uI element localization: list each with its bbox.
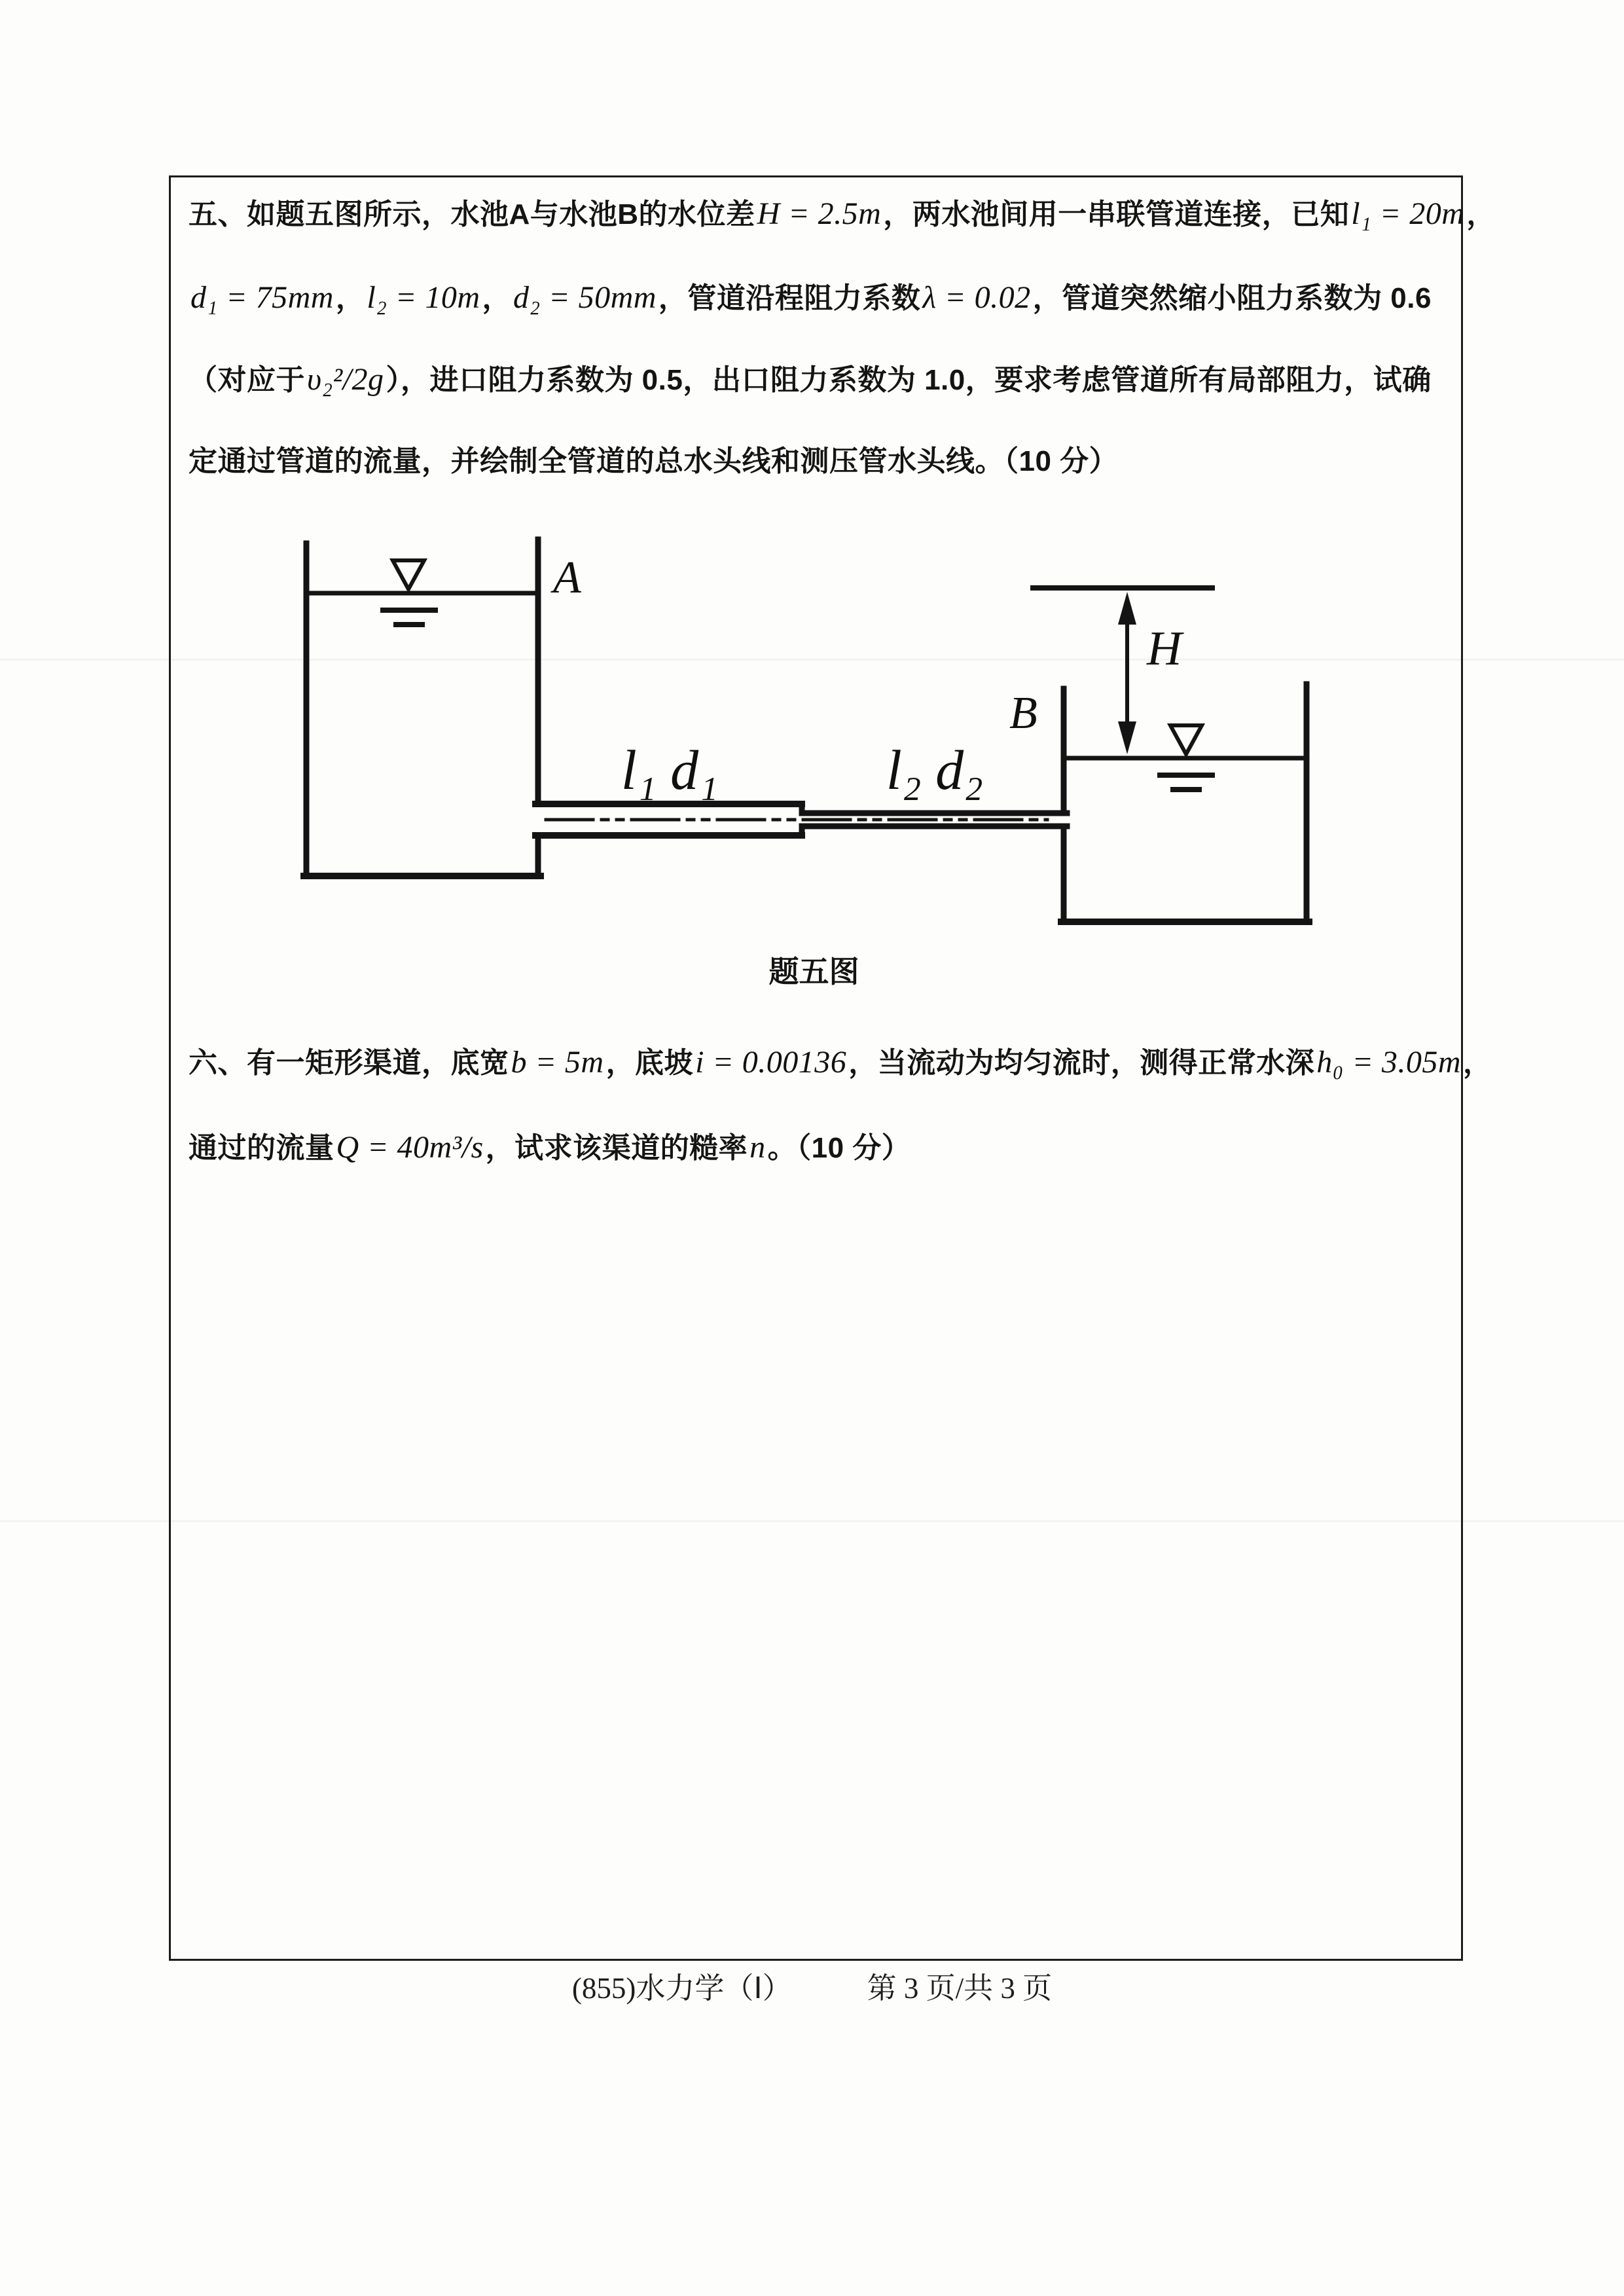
tank-b bbox=[1061, 684, 1309, 922]
footer-course-title: (855)水力学（Ⅰ） bbox=[571, 1972, 792, 2005]
math-segment: h₀ = 3.05m bbox=[1316, 1045, 1462, 1080]
problem5-line-2 bbox=[189, 278, 1439, 319]
footer-page-number: 第 3 页/共 3 页 bbox=[867, 1972, 1053, 2005]
text-segment: 。（10 分） bbox=[767, 1132, 911, 1164]
tank-a-label: A bbox=[553, 553, 581, 603]
text-segment: ，当流动为均匀流时，测得正常水深 bbox=[848, 1047, 1315, 1079]
math-segment: i = 0.00136 bbox=[695, 1045, 847, 1080]
math-segment: H = 2.5m bbox=[757, 196, 882, 231]
problem6-line-1 bbox=[189, 1042, 1492, 1084]
problem5-line-3 bbox=[189, 359, 1439, 401]
text-segment: ，管道突然缩小阻力系数为 0.6 bbox=[1032, 282, 1432, 314]
text-segment: ，管道沿程阻力系数 bbox=[658, 282, 921, 314]
text-segment: ，两水池间用一串联管道连接，已知 bbox=[883, 198, 1350, 230]
math-segment: n bbox=[749, 1130, 766, 1165]
problem5-line-1 bbox=[189, 194, 1496, 235]
problem5-figure bbox=[281, 517, 1342, 949]
text-segment: 通过的流量 bbox=[189, 1132, 334, 1164]
text-segment: 六、有一矩形渠道，底宽 bbox=[189, 1047, 509, 1079]
math-segment: λ = 0.02 bbox=[922, 280, 1031, 315]
math-segment: l₁ = 20m bbox=[1351, 196, 1465, 231]
text-segment: ），进口阻力系数为 0.5，出口阻力系数为 1.0，要求考虑管道所有局部阻力，试确 bbox=[386, 364, 1432, 396]
text-segment: ， bbox=[1463, 1047, 1492, 1079]
problem5-line-4 bbox=[189, 441, 1439, 482]
text-segment: ， bbox=[335, 282, 365, 314]
problem6-line-2 bbox=[189, 1127, 1439, 1169]
text-segment: （对应于 bbox=[189, 364, 305, 396]
text-segment: ，试求该渠道的糙率 bbox=[485, 1132, 748, 1164]
pipe-1-label: l₁ d₁ bbox=[621, 738, 719, 801]
head-difference-arrow bbox=[1118, 592, 1136, 754]
math-segment: Q = 40m³/s bbox=[336, 1130, 484, 1165]
math-segment: υ₂²/2g bbox=[307, 362, 384, 397]
text-segment: ， bbox=[1466, 198, 1496, 230]
page-footer bbox=[0, 1964, 1624, 2007]
tank-b-label: B bbox=[1009, 688, 1038, 738]
math-segment: d₁ = 75mm bbox=[190, 280, 334, 315]
text-segment: ，底坡 bbox=[605, 1047, 694, 1079]
tank-a bbox=[304, 539, 541, 876]
text-segment: ， bbox=[482, 282, 511, 314]
text-segment: 五、如题五图所示，水池A与水池B的水位差 bbox=[189, 198, 755, 230]
text-segment: 定通过管道的流量，并绘制全管道的总水头线和测压管水头线。（10 分） bbox=[189, 445, 1119, 477]
head-difference-label: H bbox=[1147, 622, 1182, 676]
pipe-2-label: l₂ d₂ bbox=[886, 738, 984, 801]
math-segment: l₂ = 10m bbox=[367, 280, 480, 315]
math-segment: d₂ = 50mm bbox=[513, 280, 657, 315]
figure-caption: 题五图 bbox=[768, 955, 859, 989]
math-segment: b = 5m bbox=[511, 1045, 604, 1080]
